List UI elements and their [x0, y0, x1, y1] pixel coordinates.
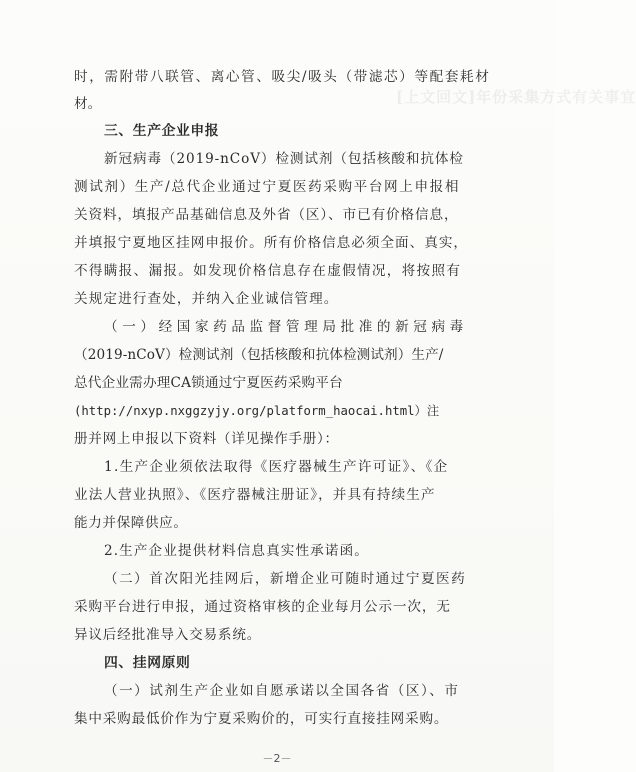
text-line: 并填报宁夏地区挂网申报价。所有价格信息必须全面、真实，: [74, 235, 469, 251]
text-line: 新冠病毒（2019-nCoV）检测试剂（包括核酸和抗体检: [104, 151, 464, 167]
text-line: 材。: [74, 96, 102, 112]
text-line: 异议后经批准导入交易系统。: [74, 627, 262, 643]
text-line: 采购平台进行申报，通过资格审核的企业每月公示一次，无: [74, 599, 451, 615]
text-line: 能力并保障供应。: [74, 515, 188, 531]
text-line: 册并网上申报以下资料（详见操作手册）：: [74, 431, 339, 447]
text-line: （二）首次阳光挂网后，新增企业可随时通过宁夏医药: [104, 571, 467, 587]
page-number: －2－: [262, 752, 292, 765]
list-item: 2.生产企业提供材料信息真实性承诺函。: [104, 543, 369, 559]
list-item: 1.生产企业须依法取得《医疗器械生产许可证》、《企: [104, 459, 449, 475]
text-line: （一）试剂生产企业如自愿承诺以全国各省（区）、市: [104, 683, 460, 699]
text-line: 关资料，填报产品基础信息及外省（区）、市已有价格信息，: [74, 207, 459, 223]
text-line: 测试剂）生产/总代企业通过宁夏医药采购平台网上申报相: [74, 179, 461, 195]
section-heading: 三、生产企业申报: [104, 123, 220, 139]
platform-url-line: (http://nxyp.nxggzyjy.org/platform_haocai.html）注: [74, 404, 440, 418]
text-line: 集中采购最低价作为宁夏采购价的，可实行直接挂网采购。: [74, 711, 449, 727]
text-line: 时，需附带八联管、离心管、吸尖/吸头（带滤芯）等配套耗材: [74, 69, 491, 85]
text-line: （2019-nCoV）检测试剂（包括核酸和抗体检测试剂）生产/: [74, 347, 444, 363]
text-line: 关规定进行查处，并纳入企业诚信管理。: [74, 291, 339, 307]
text-line: 业法人营业执照》、《医疗器械注册证》，并具有持续生产: [74, 487, 436, 503]
text-line: （一）经国家药品监督管理局批准的新冠病毒: [104, 319, 468, 335]
section-heading: 四、挂网原则: [104, 655, 191, 671]
bleed-through-text: [上文回文]年份采集方式有关事宜: [396, 88, 636, 106]
text-line: 总代企业需办理CA锁通过宁夏医药采购平台: [74, 375, 343, 391]
text-line: 不得瞒报、漏报。如发现价格信息存在虚假情况，将按照有: [74, 263, 462, 279]
